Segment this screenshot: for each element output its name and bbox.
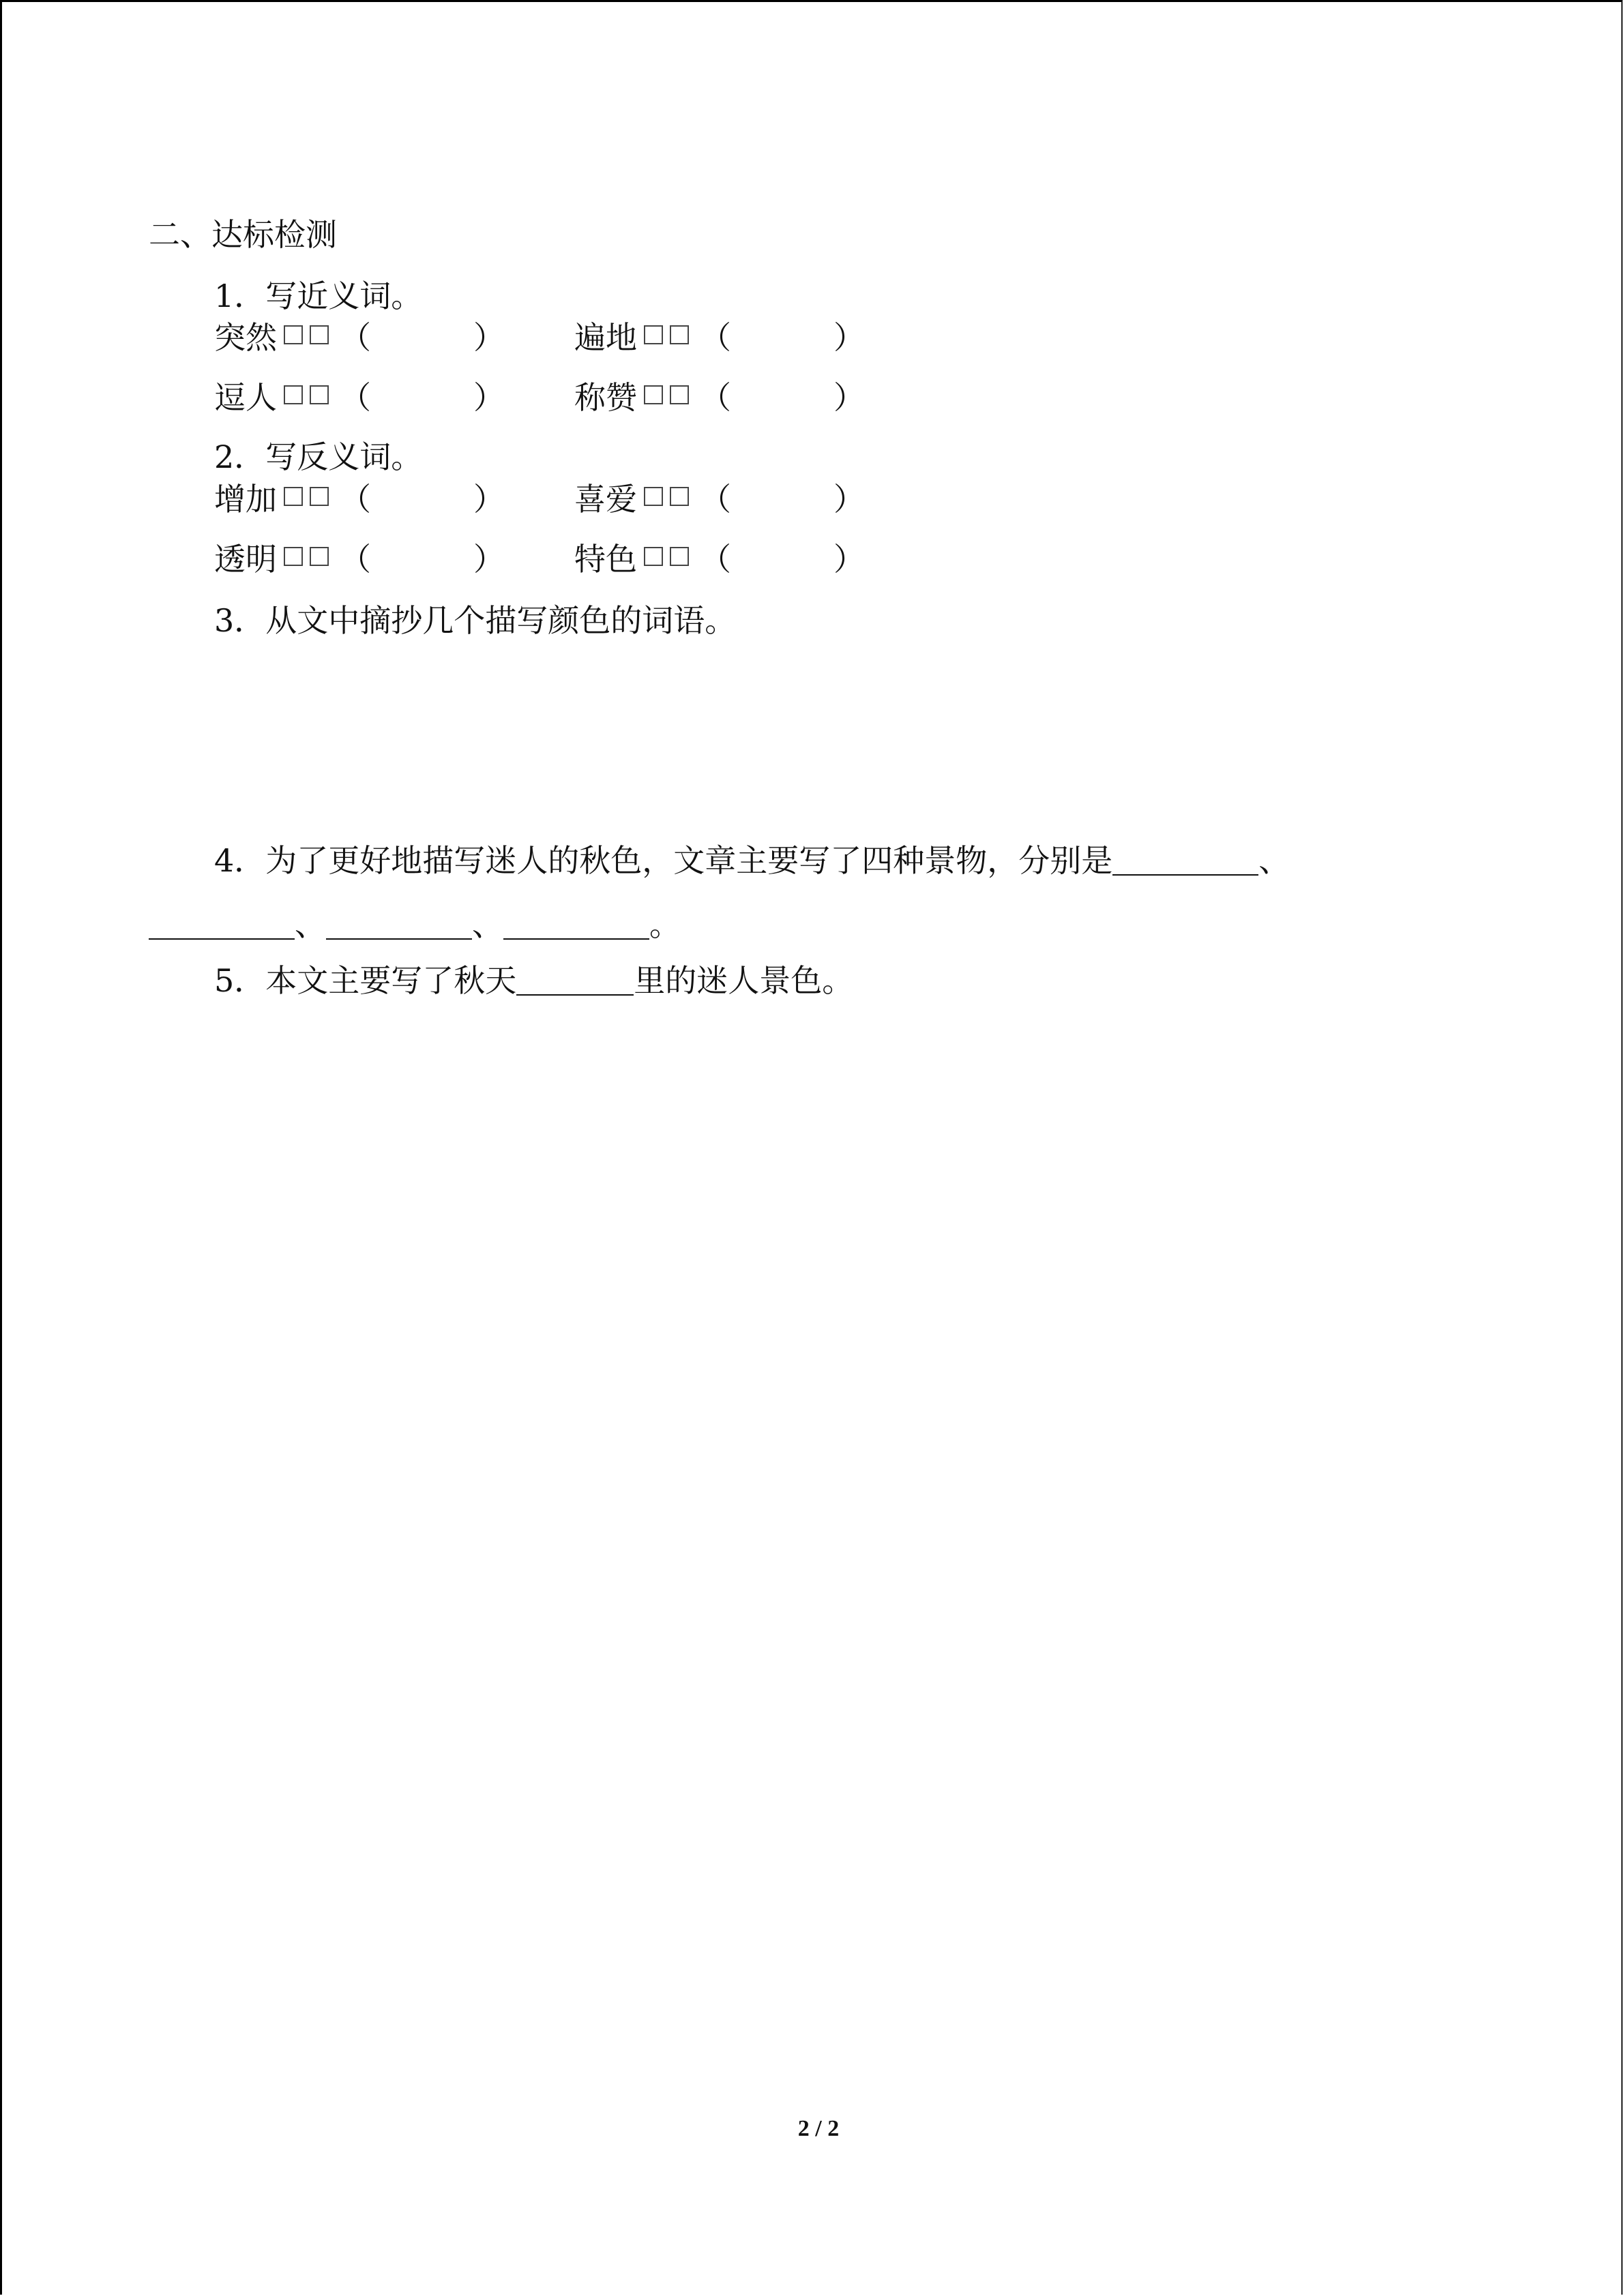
question-5-before: 5．本文主要写了秋天 (214, 962, 517, 999)
char-box (284, 487, 303, 506)
char-box (310, 385, 329, 404)
char-box (284, 547, 303, 566)
fill-blank[interactable] (503, 906, 649, 940)
fill-blank[interactable] (516, 961, 634, 996)
item-word: 突然 (214, 319, 277, 356)
paren-open: （ (700, 481, 731, 518)
fill-blank[interactable] (1112, 841, 1258, 876)
paren-close: ） (473, 319, 505, 356)
char-box (670, 547, 689, 566)
antonym-item (574, 539, 865, 580)
paren-open: （ (340, 319, 371, 356)
question-5 (214, 960, 853, 1001)
char-box (284, 325, 303, 344)
char-box (644, 547, 663, 566)
separator: 、 (1258, 842, 1290, 879)
paren-open: （ (700, 379, 731, 416)
char-box (310, 547, 329, 566)
paren-close: ） (473, 379, 505, 416)
paren-close: ） (833, 319, 865, 356)
question-5-after: 里的迷人景色。 (634, 962, 854, 999)
synonym-item (574, 317, 865, 358)
item-word: 称赞 (574, 379, 637, 416)
char-box (670, 325, 689, 344)
antonym-item (574, 479, 865, 520)
section-title: 二、达标检测 (149, 216, 337, 253)
char-box (310, 487, 329, 506)
question-3-title: 3．从文中摘抄几个描写颜色的词语。 (214, 602, 737, 639)
separator: 、 (472, 906, 503, 943)
item-word: 遍地 (574, 319, 637, 356)
synonym-item (574, 377, 865, 418)
paren-open: （ (340, 481, 371, 518)
paren-open: （ (700, 541, 731, 578)
paren-open: （ (700, 319, 731, 356)
fill-blank[interactable] (326, 906, 472, 940)
paren-open: （ (340, 379, 371, 416)
char-box (644, 325, 663, 344)
question-2-title: 2．写反义词。 (214, 438, 423, 475)
item-word: 增加 (214, 481, 277, 518)
antonym-item (214, 539, 505, 580)
char-box (670, 385, 689, 404)
paren-close: ） (833, 379, 865, 416)
paren-close: ） (473, 541, 505, 578)
item-word: 喜爱 (574, 481, 637, 518)
paren-close: ） (833, 541, 865, 578)
char-box (670, 487, 689, 506)
char-box (644, 385, 663, 404)
char-box (310, 325, 329, 344)
paren-close: ） (833, 481, 865, 518)
question-4-text: 4．为了更好地描写迷人的秋色，文章主要写了四种景物，分别是 (214, 842, 1113, 879)
synonym-item (214, 317, 505, 358)
synonym-item (214, 377, 505, 418)
question-4-line-1 (214, 840, 1290, 881)
item-word: 逗人 (214, 379, 277, 416)
item-word: 特色 (574, 541, 637, 578)
char-box (284, 385, 303, 404)
separator: 、 (295, 906, 326, 943)
question-1-title: 1．写近义词。 (214, 278, 423, 314)
paren-open: （ (340, 541, 371, 578)
item-word: 透明 (214, 541, 277, 578)
fill-blank[interactable] (149, 906, 295, 940)
antonym-item (214, 479, 505, 520)
question-4-line-2 (149, 904, 681, 945)
page-number: 2 / 2 (797, 2116, 840, 2141)
char-box (644, 487, 663, 506)
paren-close: ） (473, 481, 505, 518)
end-mark: 。 (649, 906, 681, 943)
